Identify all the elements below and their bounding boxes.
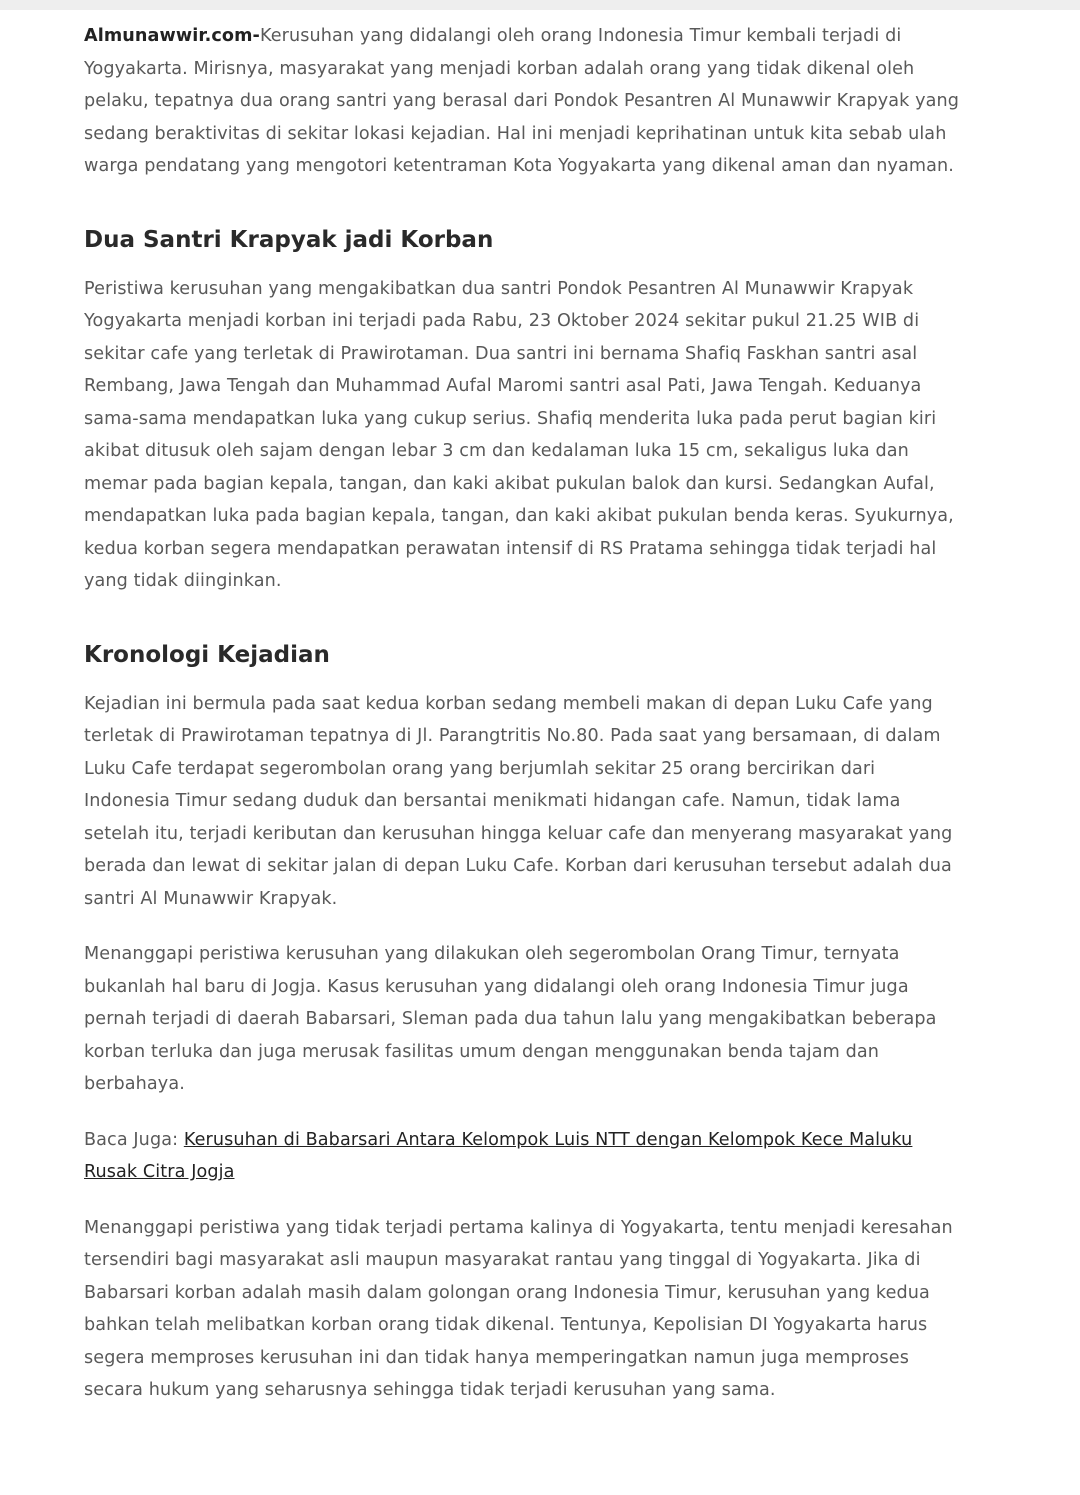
kronologi-paragraph-2: Menanggapi peristiwa kerusuhan yang dilakukan oleh segerombolan Orang Timur, ternyata bukanlah hal baru di Jogja. Kasus kerusuhan yang didalangi oleh orang Indonesia Timur juga pernah terjadi di daerah Babarsari, Sleman pada dua tahun lalu yang mengakibatkan beberapa korban terluka dan juga merusak fasilitas umum dengan menggunakan benda tajam dan berbahaya. (84, 944, 937, 1094)
intro-text: Kerusuhan yang didalangi oleh orang Indonesia Timur kembali terjadi di Yogyakarta. Mirisnya, masyarakat yang menjadi korban adalah orang yang tidak dikenal oleh pelaku, tepatnya dua orang santri yang berasal dari Pondok Pesantren Al Munawwir Krapyak yang sedang beraktivitas di sekitar lokasi kejadian. Hal ini menjadi keprihatinan untuk kita sebab ulah warga pendatang yang mengotori ketentraman Kota Yogyakarta yang dikenal aman dan nyaman. (84, 26, 960, 176)
section-heading-kronologi: Kronologi Kejadian (84, 641, 330, 668)
baca-juga-label: Baca Juga: (84, 1129, 184, 1150)
kronologi-paragraph-3: Menanggapi peristiwa yang tidak terjadi pertama kalinya di Yogyakarta, tentu menjadi keresahan tersendiri bagi masyarakat asli maupun masyarakat rantau yang tinggal di Yogyakarta. Jika di Babarsari korban adalah masih dalam golongan orang Indonesia Timur, kerusuhan yang kedua bahkan telah melibatkan korban orang tidak dikenal. Tentunya, Kepolisian DI Yogyakarta harus segera memproses kerusuhan ini dan tidak hanya memperingatkan namun juga memproses secara hukum yang seharusnya sehingga tidak terjadi kerusuhan yang sama. (84, 1217, 953, 1400)
site-name: Almunawwir.com- (84, 26, 260, 46)
section-korban-paragraph: Peristiwa kerusuhan yang mengakibatkan dua santri Pondok Pesantren Al Munawwir Krapyak Yogyakarta menjadi korban ini terjadi pada Rabu, 23 Oktober 2024 sekitar pukul 21.25 WIB di sekitar cafe yang terletak di Prawirotaman. Dua santri ini bernama Shafiq Faskhan santri asal Rembang, Jawa Tengah dan Muhammad Aufal Maromi santri asal Pati, Jawa Tengah. Keduanya sama-sama mendapatkan luka yang cukup serius. Shafiq menderita luka pada perut bagian kiri akibat ditusuk oleh sajam dengan lebar 3 cm dan kedalaman luka 15 cm, sekaligus luka dan memar pada bagian kepala, tangan, dan kaki akibat pukulan balok dan kursi. Sedangkan Aufal, mendapatkan luka pada bagian kepala, tangan, dan kaki akibat pukulan benda keras. Syukurnya, kedua korban segera mendapatkan perawatan intensif di RS Pratama sehingga tidak terjadi hal yang tidak diinginkan. (84, 278, 954, 591)
section-heading-korban: Dua Santri Krapyak jadi Korban (84, 226, 494, 253)
article-body (84, 20, 964, 1407)
baca-juga-link[interactable]: Kerusuhan di Babarsari Antara Kelompok Luis NTT dengan Kelompok Kece Maluku Rusak Citra Jogja (84, 1129, 913, 1182)
intro-paragraph (84, 20, 964, 183)
baca-juga (84, 1124, 964, 1189)
top-divider-bar (0, 0, 1080, 10)
kronologi-paragraph-1: Kejadian ini bermula pada saat kedua korban sedang membeli makan di depan Luku Cafe yang terletak di Prawirotaman tepatnya di Jl. Parangtritis No.80. Pada saat yang bersamaan, di dalam Luku Cafe terdapat segerombolan orang yang berjumlah sekitar 25 orang bercirikan dari Indonesia Timur sedang duduk dan bersantai menikmati hidangan cafe. Namun, tidak lama setelah itu, terjadi keributan dan kerusuhan hingga keluar cafe dan menyerang masyarakat yang berada dan lewat di sekitar jalan di depan Luku Cafe. Korban dari kerusuhan tersebut adalah dua santri Al Munawwir Krapyak. (84, 693, 953, 909)
